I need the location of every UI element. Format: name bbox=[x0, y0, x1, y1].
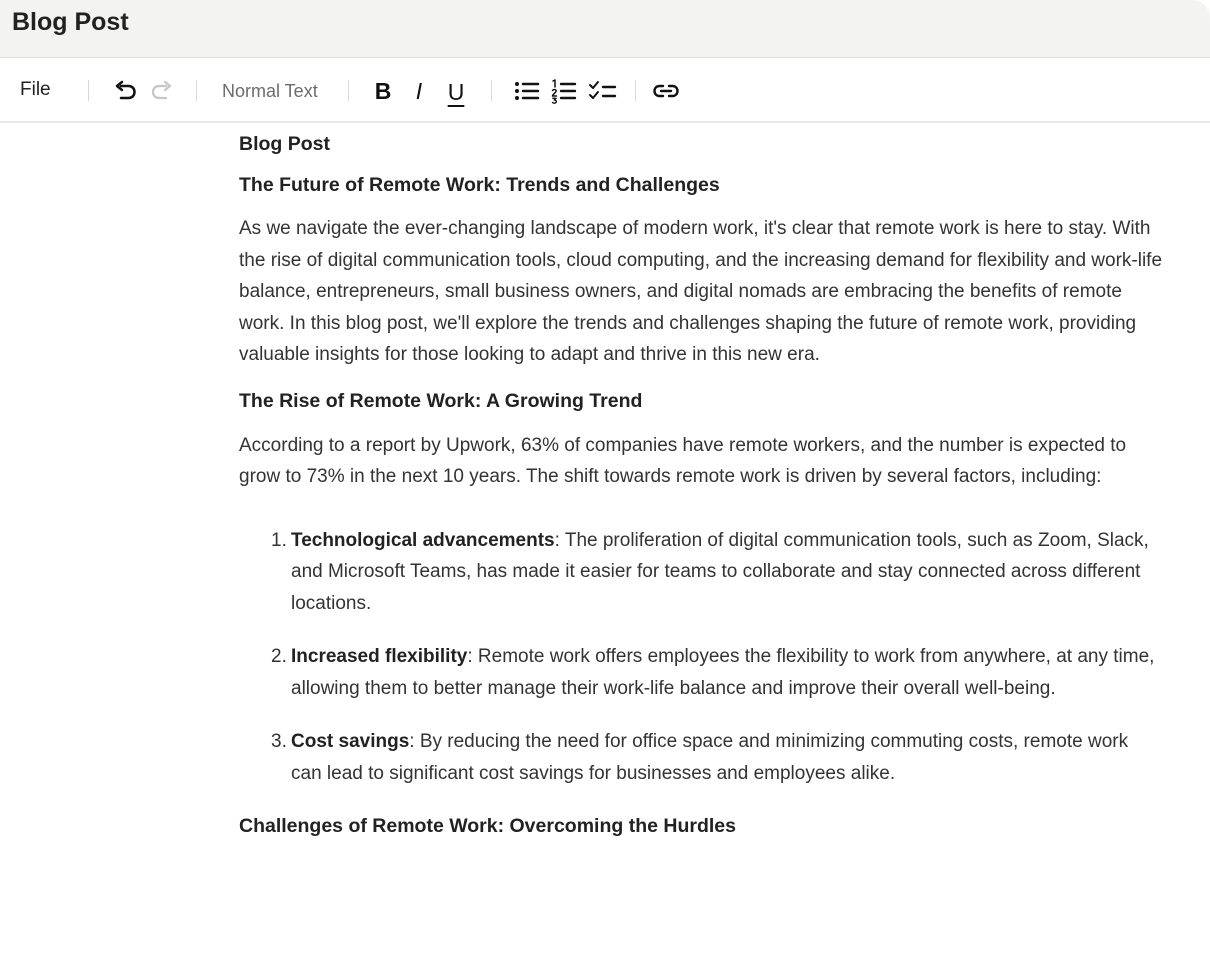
post-label: Blog Post bbox=[239, 133, 330, 155]
title-bar bbox=[0, 0, 1210, 58]
factor-description: : The proliferation of digital communication tools, such as Zoom, Slack, and Microsoft Teams, has made it easier for teams to collaborate and stay connected across different locations. bbox=[291, 529, 1149, 614]
underline-button[interactable]: U bbox=[447, 79, 465, 105]
factor-description: : By reducing the need for office space and minimizing commuting costs, remote work can lead to significant cost savings for businesses and employees alike. bbox=[291, 731, 1129, 784]
bullet-list-icon[interactable] bbox=[513, 78, 541, 104]
rise-heading: The Rise of Remote Work: A Growing Trend bbox=[239, 389, 643, 412]
factor-description: : Remote work offers employees the flexibility to work from anywhere, at any time, allowing them to better manage their work-life balance and improve their overall well-being. bbox=[291, 646, 1155, 699]
list-item bbox=[271, 641, 1158, 704]
rise-paragraph: According to a report by Upwork, 63% of companies have remote workers, and the number is expected to grow to 73% in the next 10 years. The shift towards remote work is driven by several factors, including: bbox=[239, 434, 1127, 487]
italic-button[interactable]: I bbox=[415, 78, 423, 104]
toolbar-divider bbox=[88, 80, 89, 101]
link-icon[interactable] bbox=[652, 79, 680, 103]
numbered-list-icon[interactable] bbox=[550, 77, 577, 105]
factor-title: Increased flexibility bbox=[291, 646, 468, 667]
redo-icon bbox=[149, 78, 173, 104]
list-number: 1. bbox=[271, 529, 287, 551]
formatting-toolbar bbox=[0, 58, 1210, 123]
bold-button[interactable]: B bbox=[374, 78, 392, 104]
challenges-heading: Challenges of Remote Work: Overcoming the Hurdles bbox=[239, 815, 736, 837]
intro-paragraph: As we navigate the ever-changing landscape of modern work, it's clear that remote work is here to stay. With the rise of digital communication tools, cloud computing, and the increasing demand for flexibility and work-life balance, entrepreneurs, small business owners, and digital nomads are embracing the benefits of remote work. In this blog post, we'll explore the trends and challenges shaping the future of remote work, providing valuable insights for those looking to adapt and thrive in this new era. bbox=[239, 218, 1163, 365]
list-item bbox=[271, 726, 1158, 789]
undo-icon[interactable] bbox=[112, 78, 138, 104]
blog-post-editor[interactable] bbox=[239, 129, 1169, 841]
text-style-select[interactable]: Normal Text bbox=[222, 81, 318, 101]
toolbar-divider bbox=[196, 80, 197, 101]
factor-title: Cost savings bbox=[291, 731, 410, 752]
toolbar-divider bbox=[491, 80, 492, 101]
list-number: 3. bbox=[271, 731, 287, 752]
checklist-icon[interactable] bbox=[588, 78, 618, 104]
list-item bbox=[271, 525, 1158, 620]
factor-title: Technological advancements bbox=[291, 529, 555, 551]
document-title: Blog Post bbox=[12, 8, 129, 36]
file-menu[interactable]: File bbox=[20, 79, 51, 100]
toolbar-divider bbox=[635, 80, 636, 101]
toolbar-divider bbox=[348, 80, 349, 101]
list-number: 2. bbox=[271, 646, 287, 667]
remote-work-factors-list bbox=[239, 525, 1169, 790]
future-heading: The Future of Remote Work: Trends and Challenges bbox=[239, 174, 720, 196]
